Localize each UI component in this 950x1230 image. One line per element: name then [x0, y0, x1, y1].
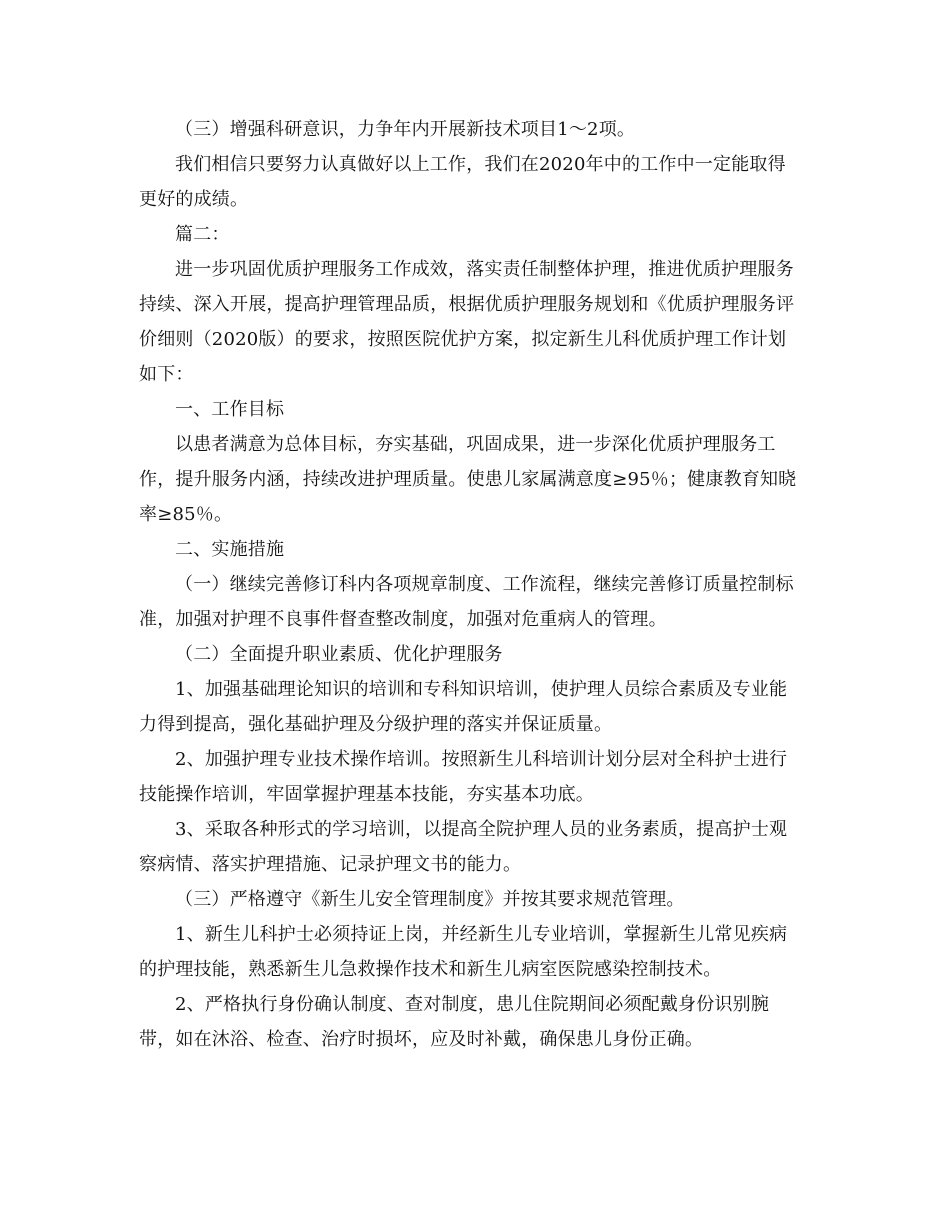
paragraph-line: 1、新生儿科护士必须持证上岗，并经新生儿专业培训，掌握新生儿常见疾病 [175, 924, 788, 945]
section-heading: 篇二： [175, 224, 230, 245]
paragraph-line: 作，提升服务内涵，持续改进护理质量。使患儿家属满意度≥95％；健康教育知晓 [139, 469, 797, 490]
paragraph-line: 带，如在沐浴、检查、治疗时损坏，应及时补戴，确保患儿身份正确。 [139, 1029, 704, 1050]
paragraph-line: （一）继续完善修订科内各项规章制度、工作流程，继续完善修订质量控制标 [175, 574, 794, 595]
paragraph-line: 价细则（2020版）的要求，按照医院优护方案，拟定新生儿科优质护理工作计划 [139, 329, 787, 350]
paragraph-line: 2、严格执行身份确认制度、查对制度，患儿住院期间必须配戴身份识别腕 [175, 994, 770, 1015]
paragraph-line: 如下： [139, 364, 194, 385]
paragraph-line: 持续、深入开展，提高护理管理品质，根据优质护理服务规划和《优质护理服务评 [139, 294, 795, 315]
section-heading: 一、工作目标 [175, 399, 285, 420]
paragraph-line: 的护理技能，熟悉新生儿急救操作技术和新生儿病室医院感染控制技术。 [139, 959, 722, 980]
paragraph-line: 准，加强对护理不良事件督查整改制度，加强对危重病人的管理。 [139, 609, 667, 630]
paragraph-line: 察病情、落实护理措施、记录护理文书的能力。 [139, 854, 522, 875]
paragraph-line: 率≥85％。 [139, 504, 233, 525]
paragraph-line: 我们相信只要努力认真做好以上工作，我们在2020年中的工作中一定能取得 [175, 154, 786, 175]
paragraph-line: 以患者满意为总体目标，夯实基础，巩固成果，进一步深化优质护理服务工 [175, 434, 776, 455]
paragraph-line: 2、加强护理专业技术操作培训。按照新生儿科培训计划分层对全科护士进行 [175, 749, 788, 770]
paragraph-line: （三）增强科研意识，力争年内开展新技术项目1～2项。 [175, 119, 636, 140]
paragraph-line: 进一步巩固优质护理服务工作成效，落实责任制整体护理，推进优质护理服务 [175, 259, 794, 280]
subsection-heading: （三）严格遵守《新生儿安全管理制度》并按其要求规范管理。 [175, 889, 685, 910]
paragraph-line: 更好的成绩。 [139, 189, 249, 210]
section-heading: 二、实施措施 [175, 539, 285, 560]
paragraph-line: 力得到提高，强化基础护理及分级护理的落实并保证质量。 [139, 714, 613, 735]
paragraph-line: 技能操作培训，牢固掌握护理基本技能，夯实基本功底。 [139, 784, 594, 805]
subsection-heading: （二）全面提升职业素质、优化护理服务 [175, 644, 503, 665]
paragraph-line: 1、加强基础理论知识的培训和专科知识培训，使护理人员综合素质及专业能 [175, 679, 788, 700]
document-body [139, 112, 811, 1057]
paragraph-line: 3、采取各种形式的学习培训，以提高全院护理人员的业务素质，提高护士观 [175, 819, 788, 840]
